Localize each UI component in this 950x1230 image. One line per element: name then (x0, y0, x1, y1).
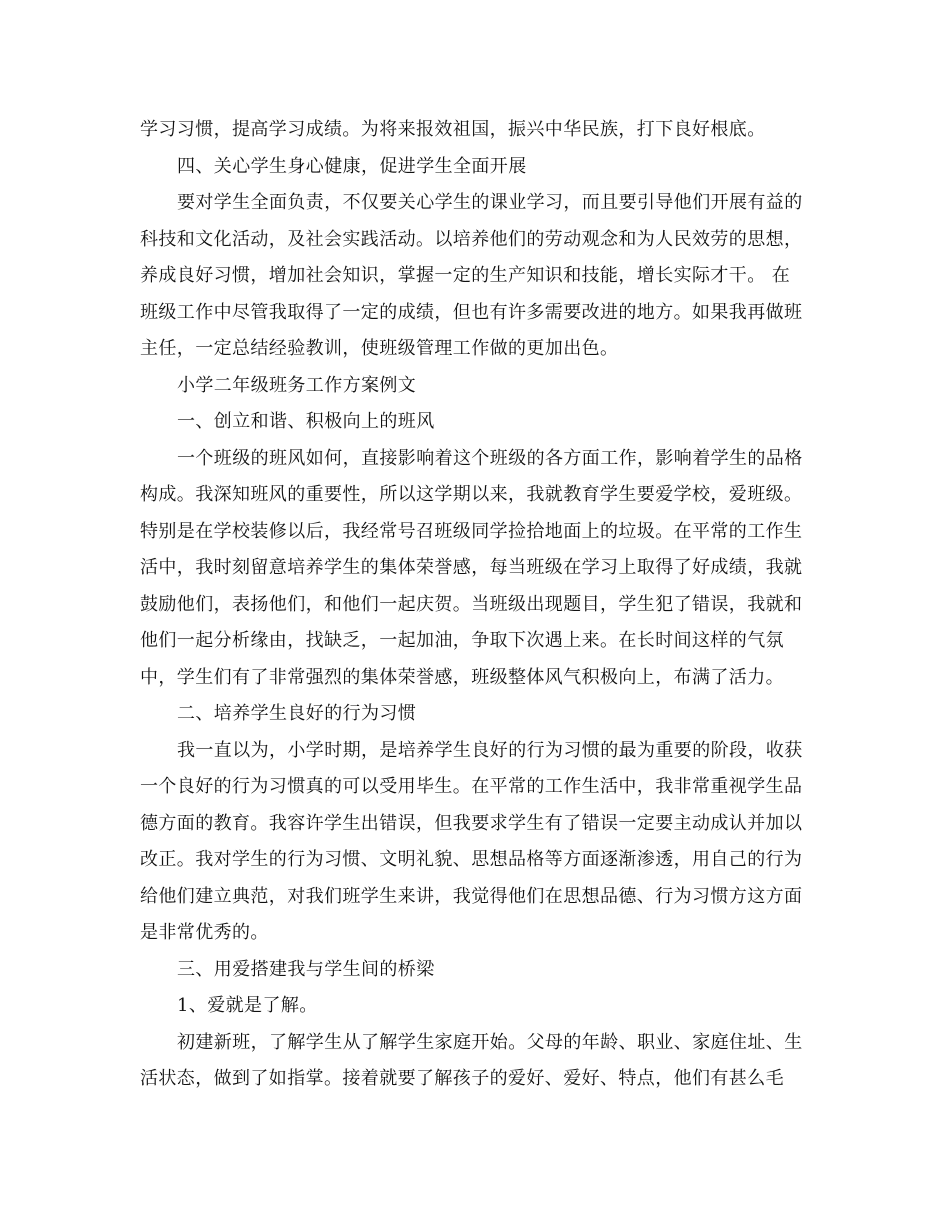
document-page (140, 112, 810, 1098)
text-line: 班级工作中尽管我取得了一定的成绩，但也有许多需要改进的地方。如果我再做班 (140, 301, 803, 323)
text-line: 活状态，做到了如指掌。接着就要了解孩子的爱好、爱好、特点，他们有甚么毛 (140, 1068, 784, 1089)
text-line: 一个班级的班风如何，直接影响着这个班级的各方面工作，影响着学生的品格 (177, 447, 803, 469)
text-line: 是非常优秀的。 (140, 922, 269, 943)
text-line: 我一直以为，小学时期，是培养学生良好的行为习惯的最为重要的阶段，收获 (177, 739, 803, 761)
text-line: 活中，我时刻留意培养学生的集体荣誉感，每当班级在学习上取得了好成绩，我就 (140, 557, 803, 578)
text-line: 他们一起分析缘由，找缺乏，一起加油，争取下次遇上来。在长时间这样的气氛 (140, 630, 784, 651)
text-line: 德方面的教育。我容许学生出错误，但我要求学生有了错误一定要主动成认并加以 (140, 812, 803, 834)
subsection-heading: 1、爱就是了解。 (177, 995, 318, 1016)
text-line: 构成。我深知班风的重要性，所以这学期以来，我就教育学生要爱学校，爱班级。 (140, 484, 803, 505)
section-heading: 二、培养学生良好的行为习惯 (177, 703, 417, 724)
text-line: 改正。我对学生的行为习惯、文明礼貌、思想品格等方面逐渐渗透，用自己的行为 (140, 849, 803, 870)
text-line: 鼓励他们，表扬他们，和他们一起庆贺。当班级出现题目，学生犯了错误，我就和 (140, 593, 803, 615)
text-line: 主任，一定总结经验教训，使班级管理工作做的更加出色。 (140, 338, 619, 359)
section-heading: 一、创立和谐、积极向上的班风 (177, 411, 435, 432)
text-line: 中，学生们有了非常强烈的集体荣誉感，班级整体风气积极向上，布满了活力。 (140, 666, 784, 688)
document-title: 小学二年级班务工作方案例文 (177, 374, 417, 396)
section-heading: 三、用爱搭建我与学生间的桥梁 (177, 958, 435, 980)
text-line: 特别是在学校装修以后，我经常号召班级同学捡拾地面上的垃圾。在平常的工作生 (140, 520, 803, 542)
section-heading: 四、关心学生身心健康，促进学生全面开展 (177, 155, 527, 177)
text-line: 学习习惯，提高学习成绩。为将来报效祖国，振兴中华民族，打下良好根底。 (140, 119, 766, 140)
text-line: 养成良好习惯，增加社会知识，掌握一定的生产知识和技能，增长实际才干。 在 (140, 265, 791, 286)
text-line: 初建新班，了解学生从了解学生家庭开始。父母的年龄、职业、家庭住址、生 (177, 1031, 803, 1053)
text-line: 科技和文化活动，及社会实践活动。以培养他们的劳动观念和为人民效劳的思想， (140, 228, 803, 250)
text-line: 要对学生全面负责，不仅要关心学生的课业学习，而且要引导他们开展有益的 (177, 192, 803, 213)
text-line: 给他们建立典范，对我们班学生来讲，我觉得他们在思想品德、行为习惯方这方面 (140, 885, 803, 907)
text-line: 一个良好的行为习惯真的可以受用毕生。在平常的工作生活中，我非常重视学生品 (140, 776, 803, 797)
